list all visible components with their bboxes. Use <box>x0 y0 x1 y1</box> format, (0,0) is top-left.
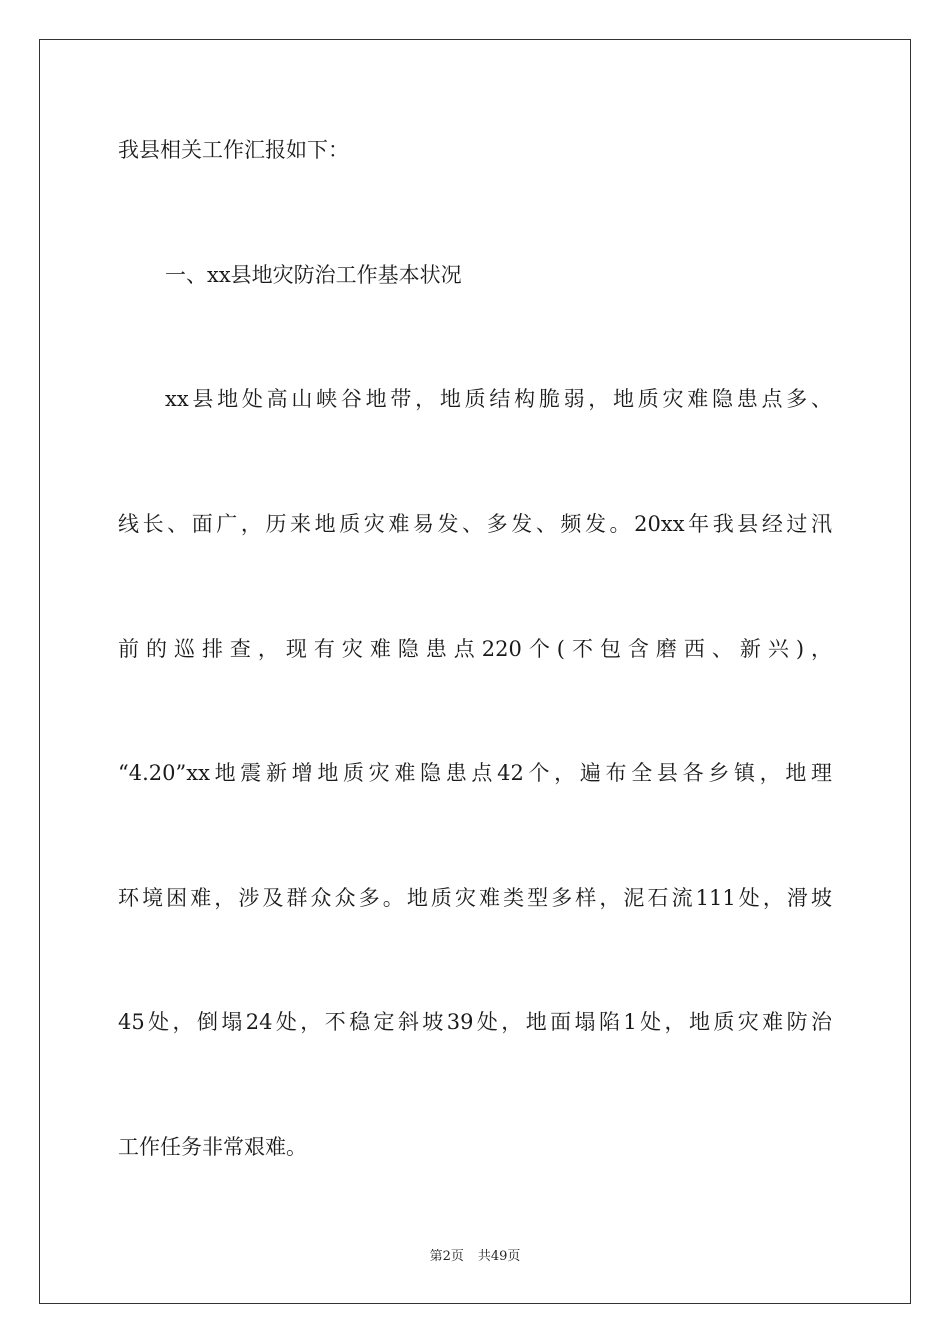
paragraph-line-3: 前的巡排查，现有灾难隐患点220个(不包含磨西、新兴)， <box>118 637 832 661</box>
page-total: 共49页 <box>477 1249 521 1264</box>
paragraph-line-6: 45处，倒塌24处，不稳定斜坡39处，地面塌陷1处，地质灾难防治 <box>118 1010 832 1034</box>
section-heading: 一、xx县地灾防治工作基本状况 <box>165 263 462 287</box>
paragraph-line-7: 工作任务非常艰难。 <box>118 1135 307 1159</box>
paragraph-line-5: 环境困难，涉及群众众多。地质灾难类型多样，泥石流111处，滑坡 <box>118 886 832 910</box>
paragraph-line-4: “4.20”xx地震新增地质灾难隐患点42个，遍布全县各乡镇，地理 <box>118 761 832 785</box>
paragraph-line-2: 线长、面广，历来地质灾难易发、多发、频发。20xx年我县经过汛 <box>118 512 832 536</box>
page-border <box>39 39 911 1304</box>
page-number: 第2页 <box>429 1249 464 1264</box>
page-footer <box>0 1248 950 1266</box>
paragraph-line-1: xx县地处高山峡谷地带，地质结构脆弱，地质灾难隐患点多、 <box>165 387 832 411</box>
intro-line: 我县相关工作汇报如下： <box>118 138 349 162</box>
